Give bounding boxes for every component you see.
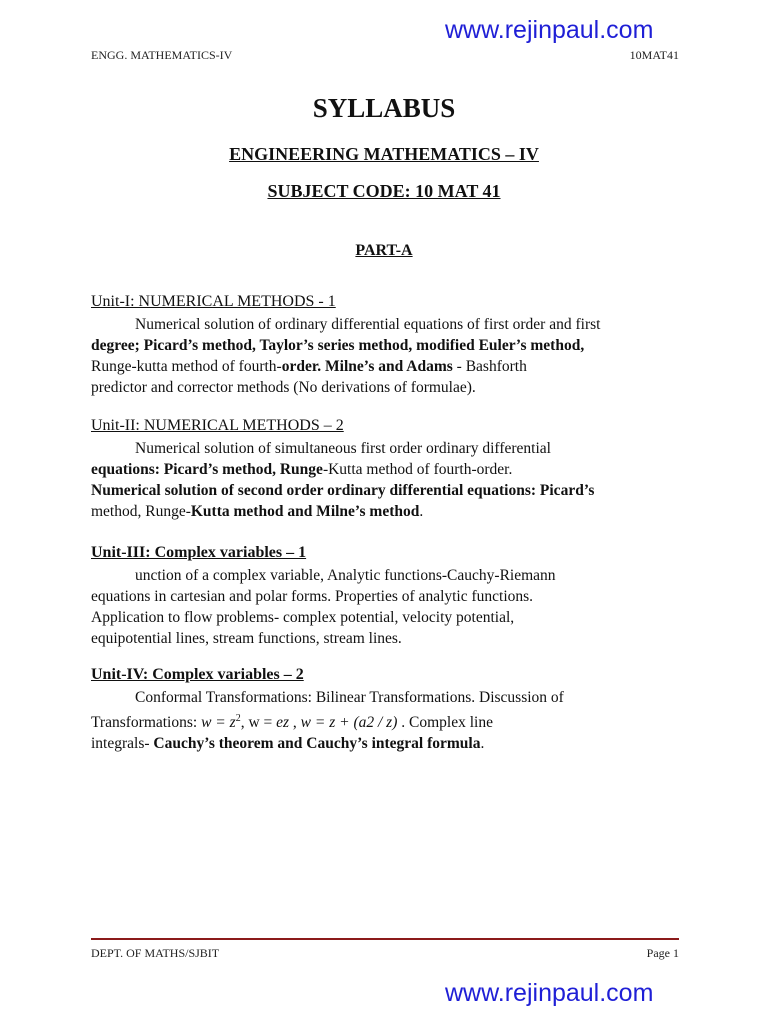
- watermark-link-bottom[interactable]: www.rejinpaul.com: [445, 979, 654, 1007]
- watermark-link-top[interactable]: www.rejinpaul.com: [445, 16, 654, 44]
- unit-3-heading: Unit-III: Complex variables – 1: [91, 544, 307, 561]
- header-right: 10MAT41: [629, 48, 679, 62]
- unit-3-line: Application to flow problems- complex potential, velocity potential,: [91, 609, 515, 626]
- unit-3-line: equipotential lines, stream functions, stream lines.: [91, 630, 402, 647]
- footer-rule: [91, 938, 679, 940]
- unit-4-body: [91, 687, 691, 754]
- unit-2-line: method, Runge-Kutta method and Milne’s method.: [91, 503, 424, 520]
- unit-4-line: integrals- Cauchy’s theorem and Cauchy’s integral formula.: [91, 735, 485, 753]
- unit-3-line: equations in cartesian and polar forms. Properties of analytic functions.: [91, 588, 534, 605]
- unit-1-heading: Unit-I: NUMERICAL METHODS - 1: [91, 293, 336, 310]
- unit-2-line: Numerical solution of simultaneous first order ordinary differential: [135, 440, 551, 457]
- unit-1-line: Numerical solution of ordinary differential equations of first order and first: [135, 316, 601, 333]
- header-left: ENGG. MATHEMATICS-IV: [91, 48, 233, 62]
- unit-2-line: Numerical solution of second order ordinary differential equations: Picard’s: [91, 482, 595, 499]
- unit-3-line: unction of a complex variable, Analytic functions-Cauchy-Riemann: [135, 567, 556, 584]
- subject-code: SUBJECT CODE: 10 MAT 41: [267, 181, 501, 201]
- unit-3-body: [91, 565, 691, 649]
- unit-4-line: Transformations: $w = z^2$, w = ez , w = z + (a2 / z) . Complex line: [91, 713, 493, 732]
- unit-2-heading: Unit-II: NUMERICAL METHODS – 2: [91, 417, 344, 434]
- unit-1-line: predictor and corrector methods (No derivations of formulae).: [91, 379, 476, 396]
- unit-4-line: Conformal Transformations: Bilinear Transformations. Discussion of: [135, 689, 564, 706]
- unit-1-body: [91, 314, 691, 398]
- unit-1-line: Runge-kutta method of fourth-order. Milne’s and Adams - Bashforth: [91, 358, 527, 375]
- subject-title: ENGINEERING MATHEMATICS – IV: [229, 144, 539, 164]
- unit-4-heading: Unit-IV: Complex variables – 2: [91, 666, 304, 683]
- part-label: PART-A: [355, 242, 413, 259]
- unit-2-line: equations: Picard’s method, Runge-Kutta method of fourth-order.: [91, 461, 513, 478]
- footer-left: DEPT. OF MATHS/SJBIT: [91, 946, 220, 960]
- page-title: SYLLABUS: [312, 93, 456, 123]
- unit-2-body: [91, 438, 691, 522]
- page-number: Page 1: [646, 946, 679, 960]
- unit-1-line: degree; Picard’s method, Taylor’s series method, modified Euler’s method,: [91, 337, 585, 354]
